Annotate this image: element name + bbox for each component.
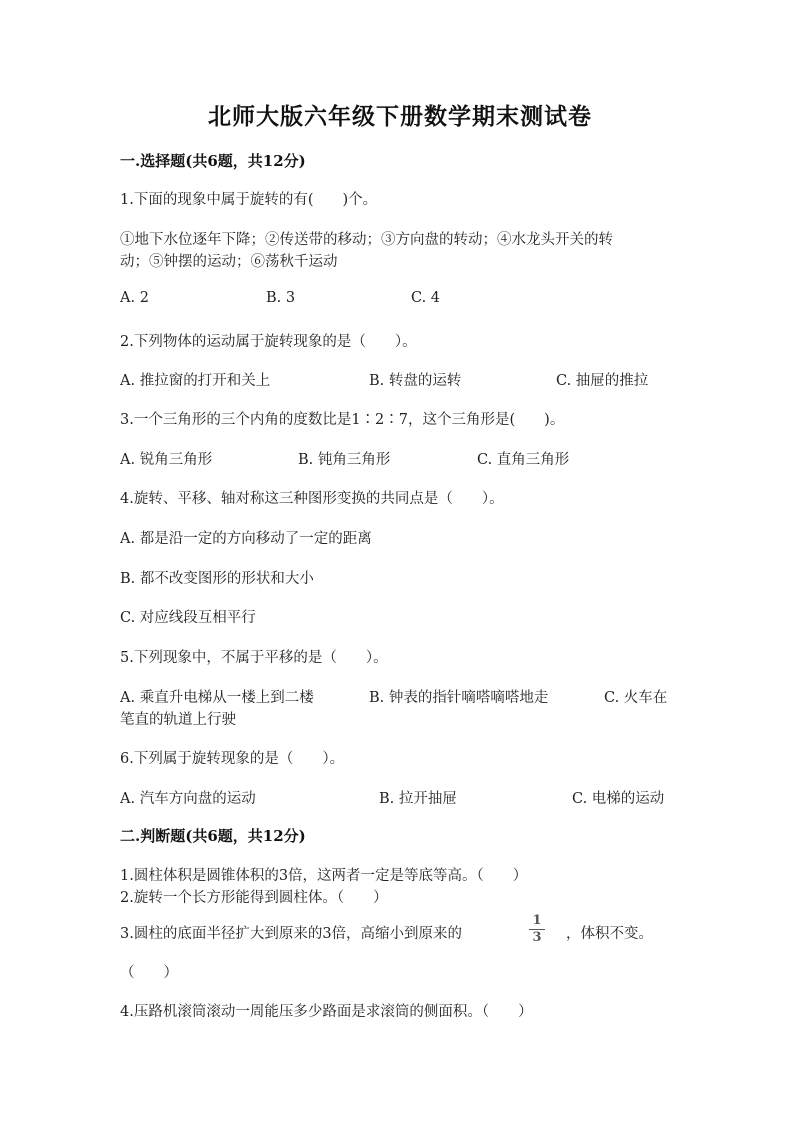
question-6-option-c: C. 电梯的运动	[572, 791, 665, 807]
question-1-desc-line2: 动；⑤钟摆的运动；⑥荡秋千运动	[120, 254, 338, 270]
question-5-option-b: B. 钟表的指针嘀嗒嘀嗒地走	[369, 690, 549, 706]
question-4-option-b: B. 都不改变图形的形状和大小	[120, 571, 314, 587]
fraction-numerator: 1	[532, 913, 542, 928]
question-2-option-c: C. 抽屉的推拉	[556, 373, 649, 389]
question-2-option-a: A. 推拉窗的打开和关上	[120, 373, 271, 389]
judgment-item-2: 2.旋转一个长方形能得到圆柱体。（ ）	[120, 890, 388, 906]
question-5-option-a: A. 乘直升电梯从一楼上到二楼	[120, 690, 314, 706]
question-5-option-c: C. 火车在	[604, 690, 668, 706]
question-1-option-a: A. 2	[120, 290, 149, 306]
question-3-option-b: B. 钝角三角形	[298, 452, 391, 468]
question-5-option-c-continued: 笔直的轨道上行驶	[120, 712, 236, 728]
question-6-stem: 6.下列属于旋转现象的是（ ）。	[120, 751, 345, 767]
section-heading-choice: 一.选择题(共6题，共12分)	[120, 152, 306, 170]
judgment-item-3-suffix: ，体积不变。	[566, 926, 653, 942]
section-heading-judgment: 二.判断题(共6题，共12分)	[120, 827, 306, 845]
question-3-option-a: A. 锐角三角形	[120, 452, 213, 468]
judgment-item-3-text: 3.圆柱的底面半径扩大到原来的3倍，高缩小到原来的	[120, 926, 463, 942]
page-title: 北师大版六年级下册数学期末测试卷	[208, 103, 592, 130]
judgment-item-3-blank: （ ）	[120, 965, 178, 981]
question-1-desc-line1: ①地下水位逐年下降；②传送带的移动；③方向盘的转动；④水龙头开关的转	[120, 232, 613, 248]
question-3-stem: 3.一个三角形的三个内角的度数比是1∶2∶7，这个三角形是( )。	[120, 412, 565, 428]
question-6-option-b: B. 拉开抽屉	[379, 791, 457, 807]
question-4-option-c: C. 对应线段互相平行	[120, 610, 256, 626]
question-1-stem: 1.下面的现象中属于旋转的有( )个。	[120, 192, 378, 208]
question-2-stem: 2.下列物体的运动属于旋转现象的是（ ）。	[120, 334, 417, 350]
question-1-option-b: B. 3	[266, 290, 296, 306]
judgment-item-4: 4.压路机滚筒滚动一周能压多少路面是求滚筒的侧面积。（ ）	[120, 1004, 533, 1020]
question-2-option-b: B. 转盘的运转	[369, 373, 462, 389]
question-5-stem: 5.下列现象中，不属于平移的是（ ）。	[120, 650, 388, 666]
question-4-option-a: A. 都是沿一定的方向移动了一定的距离	[120, 531, 372, 547]
fraction-one-third	[528, 914, 546, 945]
question-3-option-c: C. 直角三角形	[477, 452, 570, 468]
question-4-stem: 4.旋转、平移、轴对称这三种图形变换的共同点是（ ）。	[120, 491, 504, 507]
fraction-denominator: 3	[532, 930, 542, 945]
judgment-item-1: 1.圆柱体积是圆锥体积的3倍，这两者一定是等底等高。（ ）	[120, 868, 528, 884]
question-1-option-c: C. 4	[411, 290, 441, 306]
question-6-option-a: A. 汽车方向盘的运动	[120, 791, 256, 807]
